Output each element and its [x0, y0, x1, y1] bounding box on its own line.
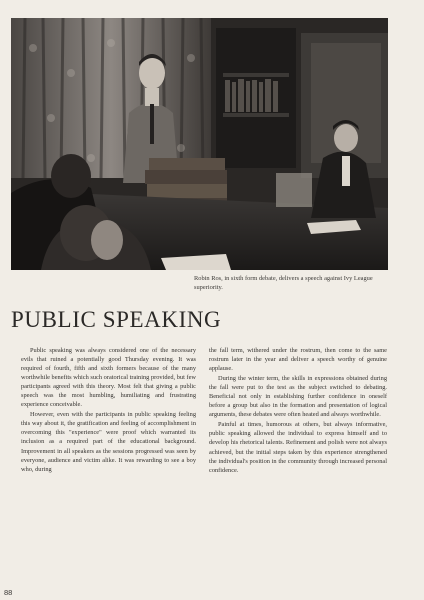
debate-photo: [11, 18, 388, 270]
paragraph: However, even with the participants in public speaking feeling this way about it, the gratification and feeling of accomplishment in overcoming this "experience" were proof which warranted its inclusion as a required part of the educational background. Improvement in all speakers as the sessions progressed was seen by everyone, audience and victim alike. It was rewarding to see a boy who, during: [21, 411, 196, 473]
debate-photo-illustration: [11, 18, 388, 270]
paragraph: During the winter term, the skills in expressions obtained during the fall were put to the test as the subject switched to debating. Beneficial not only in establishing further confidence in oneself before a group but also in the formation and presentation of logical arguments, these debates were often heated and always worthwhile.: [209, 375, 387, 419]
paragraph: Public speaking was always considered one of the necessary evils that ruined a potentially good Thursday evening. It was required of fourth, fifth and sixth formers because of the many worthwhile benefits which such oratorical training provided, but few participants agreed with this theory. Most felt that giving a public speech was the most humbling, humiliating and frustrating experience conceivable.: [21, 347, 196, 409]
photo-caption: Robin Ros, in sixth form debate, delivers a speech against Ivy League superiority.: [194, 275, 373, 291]
page-number: 88: [4, 588, 13, 597]
page-title: PUBLIC SPEAKING: [11, 307, 222, 332]
right-column: [209, 346, 387, 475]
left-column: [21, 346, 196, 474]
paragraph: Painful at times, humorous at others, but always informative, public speaking allowed the individual to express himself and to develop his rhetorical talents. Refinement and polish were not always achieved, but the initial steps taken by this experience strengthened the individual's position in the community through increased personal confidence.: [209, 421, 387, 474]
paragraph-continued: the fall term, withered under the rostrum, then come to the same rostrum later in the year and deliver a speech worthy of genuine applause.: [209, 347, 387, 373]
